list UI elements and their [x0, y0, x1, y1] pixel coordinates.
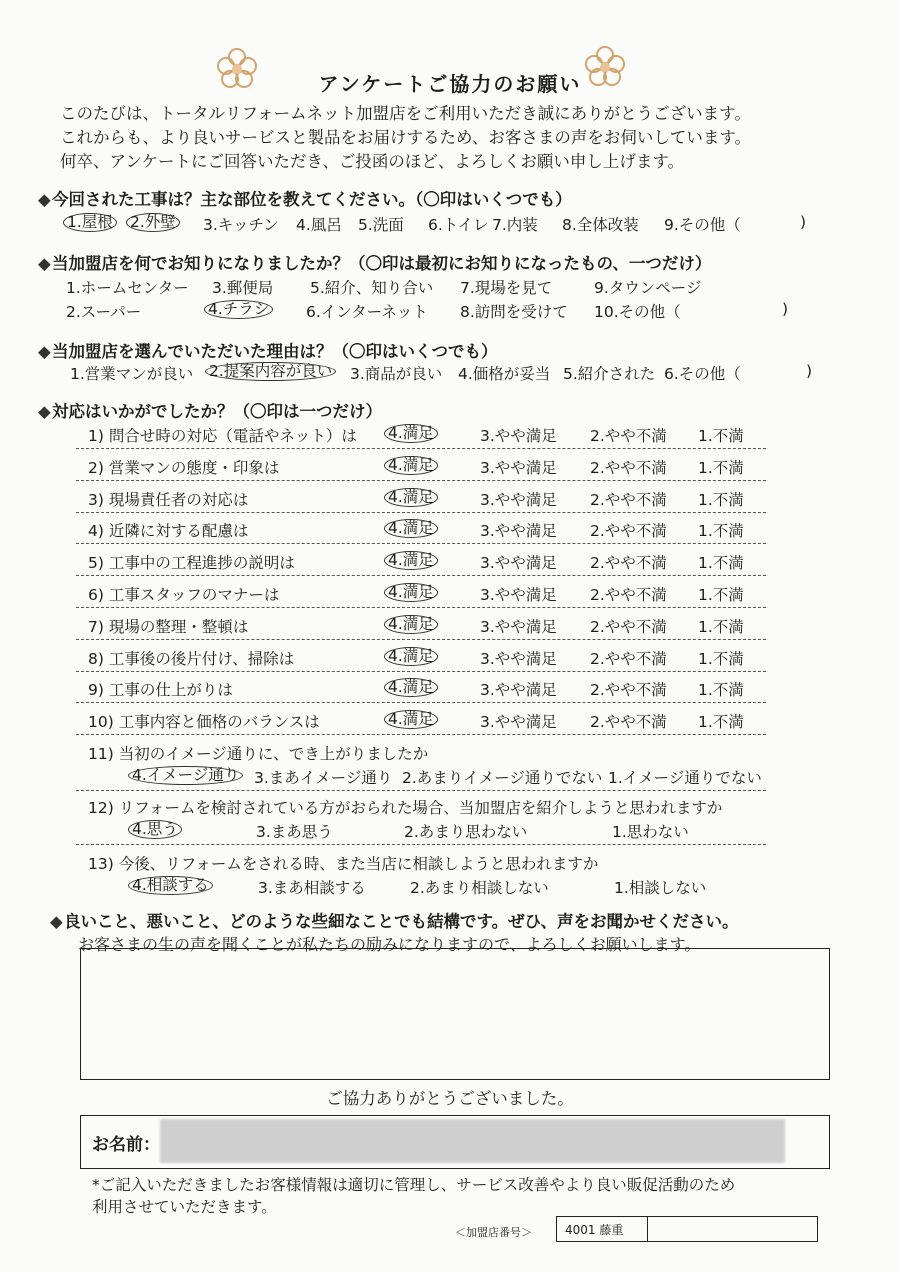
option-somewhat-satisfied[interactable]: 3.やや満足: [480, 618, 557, 636]
privacy-note: [92, 1174, 852, 1218]
option-dissatisfied[interactable]: 1.不満: [698, 650, 744, 668]
divider: [76, 543, 766, 544]
question-12-text: 12) リフォームを検討されている方がおられた場合、当加盟店を紹介しようと思われますか: [88, 799, 723, 817]
privacy-note-line: *ご記入いただきましたお客様情報は適切に管理し、サービス改善やより良い販促活動のため: [92, 1176, 736, 1194]
option-somewhat-refer[interactable]: 3.まあ思う: [256, 823, 333, 841]
comment-subheading: お客さまの生の声を聞くことが私たちの励みになりますので、よろしくお願いします。: [78, 935, 701, 954]
diamond-icon: ◆: [50, 912, 63, 931]
option-satisfied[interactable]: 4.満足: [384, 710, 438, 729]
option-somewhat-dissatisfied[interactable]: 2.やや不満: [590, 713, 667, 731]
question-1: [38, 186, 572, 210]
option-satisfied[interactable]: 4.満足: [384, 551, 438, 570]
comment-heading: [50, 908, 739, 932]
question-2-text: 当加盟店を何でお知りになりましたか？（〇印は最初にお知りになったもの、一つだけ）: [52, 254, 712, 273]
option-would-not[interactable]: 1.思わない: [612, 823, 689, 841]
question-13-text: 13) 今後、リフォームをされる時、また当店に相談しようと思われますか: [88, 855, 599, 873]
intro-line: このたびは、トータルリフォームネット加盟店をご利用いただき誠にありがとうございます。: [60, 104, 751, 123]
option-dissatisfied[interactable]: 1.不満: [698, 427, 744, 445]
option-washroom[interactable]: 5.洗面: [358, 216, 404, 234]
option-somewhat-satisfied[interactable]: 3.やや満足: [480, 459, 557, 477]
option-dissatisfied[interactable]: 1.不満: [698, 586, 744, 604]
shop-number-value: 4001 藤重: [565, 1223, 624, 1237]
option-toilet[interactable]: 6.トイレ: [428, 216, 489, 234]
satisfaction-item-label: 6) 工事スタッフのマナーは: [88, 586, 280, 604]
option-other-close: ): [800, 213, 807, 231]
divider: [76, 512, 766, 513]
option-satisfied[interactable]: 4.満足: [384, 519, 438, 538]
option-saw-site[interactable]: 7.現場を見て: [460, 279, 553, 297]
satisfaction-item-label: 4) 近隣に対する配慮は: [88, 522, 249, 540]
option-somewhat-satisfied[interactable]: 3.やや満足: [480, 491, 557, 509]
satisfaction-item-label: 3) 現場責任者の対応は: [88, 491, 249, 509]
option-product[interactable]: 3.商品が良い: [350, 365, 443, 383]
option-somewhat-dissatisfied[interactable]: 2.やや不満: [590, 427, 667, 445]
diamond-icon: ◆: [38, 402, 51, 421]
name-label: お名前：: [92, 1135, 160, 1155]
option-not-quite[interactable]: 2.あまりイメージ通りでない: [402, 769, 603, 787]
satisfaction-item-label: 5) 工事中の工程進捗の説明は: [88, 554, 295, 572]
satisfaction-item-label: 1) 問合せ時の対応（電話やネット）は: [88, 427, 357, 445]
intro-text: [60, 102, 860, 174]
diamond-icon: ◆: [38, 190, 51, 209]
option-flyer[interactable]: 4.チラシ: [204, 300, 273, 319]
option-exterior-wall[interactable]: 2.外壁: [126, 213, 180, 232]
divider: [76, 844, 766, 845]
option-bath[interactable]: 4.風呂: [296, 216, 342, 234]
option-post-office[interactable]: 3.郵便局: [212, 279, 274, 297]
option-dissatisfied[interactable]: 1.不満: [698, 681, 744, 699]
option-satisfied[interactable]: 4.満足: [384, 456, 438, 475]
option-not-as-imagined[interactable]: 1.イメージ通りでない: [608, 769, 762, 787]
question-11-text: 11) 当初のイメージ通りに、でき上がりましたか: [88, 745, 429, 763]
question-2: [38, 250, 711, 274]
divider: [76, 734, 766, 735]
question-3: [38, 338, 498, 362]
option-dissatisfied[interactable]: 1.不満: [698, 491, 744, 509]
intro-line: 何卒、アンケートにご回答いただき、ご投函のほど、よろしくお願い申し上げます。: [60, 152, 685, 171]
privacy-note-line: 利用させていただきます。: [92, 1198, 277, 1216]
option-satisfied[interactable]: 4.満足: [384, 583, 438, 602]
option-somewhat-dissatisfied[interactable]: 2.やや不満: [590, 650, 667, 668]
option-somewhat-satisfied[interactable]: 3.やや満足: [480, 650, 557, 668]
option-not-really[interactable]: 2.あまり思わない: [404, 823, 528, 841]
option-satisfied[interactable]: 4.満足: [384, 647, 438, 666]
option-will-consult[interactable]: 4.相談する: [128, 876, 213, 895]
question-3-text: 当加盟店を選んでいただいた理由は？（〇印はいくつでも）: [52, 342, 498, 361]
divider: [76, 639, 766, 640]
option-other-close: ): [806, 362, 813, 380]
option-proposal[interactable]: 2.提案内容が良い: [205, 362, 336, 381]
option-roof[interactable]: 1.屋根: [63, 213, 117, 232]
option-maybe-consult[interactable]: 3.まあ相談する: [258, 879, 366, 897]
page-title: アンケートご協力のお願い: [318, 72, 582, 96]
satisfaction-item-label: 10) 工事内容と価格のバランスは: [88, 713, 320, 731]
satisfaction-item-label: 7) 現場の整理・整頓は: [88, 618, 249, 636]
option-would-refer[interactable]: 4.思う: [128, 820, 182, 839]
option-dissatisfied[interactable]: 1.不満: [698, 554, 744, 572]
option-satisfied[interactable]: 4.満足: [384, 488, 438, 507]
satisfaction-item-label: 8) 工事後の後片付け、掃除は: [88, 650, 295, 668]
comment-heading-text: 良いこと、悪いこと、どのような些細なことでも結構です。ぜひ、声をお聞かせください。: [64, 912, 739, 931]
option-dissatisfied[interactable]: 1.不満: [698, 713, 744, 731]
option-visit[interactable]: 8.訪問を受けて: [460, 303, 568, 321]
option-satisfied[interactable]: 4.満足: [384, 424, 438, 443]
option-dissatisfied[interactable]: 1.不満: [698, 618, 744, 636]
divider: [76, 671, 766, 672]
option-somewhat-dissatisfied[interactable]: 2.やや不満: [590, 554, 667, 572]
option-somewhat-satisfied[interactable]: 3.やや満足: [480, 427, 557, 445]
option-somewhat-dissatisfied[interactable]: 2.やや不満: [590, 681, 667, 699]
divider: [76, 575, 766, 576]
comment-textarea[interactable]: [80, 948, 830, 1080]
satisfaction-item-label: 9) 工事の仕上がりは: [88, 681, 233, 699]
divider: [76, 448, 766, 449]
option-other-close: ): [782, 300, 789, 318]
option-other[interactable]: 6.その他（: [664, 365, 741, 383]
option-interior[interactable]: 7.内装: [492, 216, 538, 234]
option-somewhat-satisfied[interactable]: 3.やや満足: [480, 586, 557, 604]
divider: [76, 790, 766, 791]
option-somewhat-dissatisfied[interactable]: 2.やや不満: [590, 491, 667, 509]
question-1-text: 今回された工事は？主な部位を教えてください。（〇印はいくつでも）: [52, 190, 572, 209]
option-somewhat-dissatisfied[interactable]: 2.やや不満: [590, 618, 667, 636]
option-somewhat-satisfied[interactable]: 3.やや満足: [480, 681, 557, 699]
redacted-name: [160, 1119, 785, 1163]
option-dissatisfied[interactable]: 1.不満: [698, 522, 744, 540]
option-internet[interactable]: 6.インターネット: [306, 303, 428, 321]
shop-number-caption: ＜加盟店番号＞: [455, 1226, 532, 1239]
divider: [76, 480, 766, 481]
option-somewhat-satisfied[interactable]: 3.やや満足: [480, 713, 557, 731]
option-somewhat-satisfied[interactable]: 3.やや満足: [480, 554, 557, 572]
intro-line: これからも、より良いサービスと製品をお届けするため、お客さまの声をお伺いしています。: [60, 128, 752, 147]
thanks-text: ご協力ありがとうございました。: [326, 1089, 574, 1108]
option-supermarket[interactable]: 2.スーパー: [66, 303, 142, 321]
divider: [76, 702, 766, 703]
question-4-text: 対応はいかがでしたか？（〇印は一つだけ）: [52, 402, 382, 421]
option-will-not[interactable]: 1.相談しない: [614, 879, 707, 897]
option-referred[interactable]: 5.紹介された: [563, 365, 656, 383]
option-somewhat-satisfied[interactable]: 3.やや満足: [480, 522, 557, 540]
option-kitchen[interactable]: 3.キッチン: [203, 216, 279, 234]
question-4: [38, 398, 382, 422]
option-full-renovation[interactable]: 8.全体改装: [562, 216, 639, 234]
option-other[interactable]: 9.その他（: [664, 216, 741, 234]
satisfaction-item-label: 2) 営業マンの態度・印象は: [88, 459, 280, 477]
diamond-icon: ◆: [38, 254, 51, 273]
option-somewhat-dissatisfied[interactable]: 2.やや不満: [590, 522, 667, 540]
option-dissatisfied[interactable]: 1.不満: [698, 459, 744, 477]
option-referral[interactable]: 5.紹介、知り合い: [310, 279, 434, 297]
option-satisfied[interactable]: 4.満足: [384, 615, 438, 634]
option-somewhat-dissatisfied[interactable]: 2.やや不満: [590, 459, 667, 477]
divider: [76, 607, 766, 608]
option-price[interactable]: 4.価格が妥当: [458, 365, 551, 383]
option-mostly-as-imagined[interactable]: 3.まあイメージ通り: [254, 769, 393, 787]
option-probably-not[interactable]: 2.あまり相談しない: [410, 879, 549, 897]
option-town-page[interactable]: 9.タウンページ: [594, 279, 702, 297]
option-satisfied[interactable]: 4.満足: [384, 678, 438, 697]
option-salesperson[interactable]: 1.営業マンが良い: [70, 365, 194, 383]
diamond-icon: ◆: [38, 342, 51, 361]
option-as-imagined[interactable]: 4.イメージ通り: [128, 766, 243, 785]
option-somewhat-dissatisfied[interactable]: 2.やや不満: [590, 586, 667, 604]
option-other[interactable]: 10.その他（: [594, 303, 681, 321]
option-home-center[interactable]: 1.ホームセンター: [66, 279, 189, 297]
